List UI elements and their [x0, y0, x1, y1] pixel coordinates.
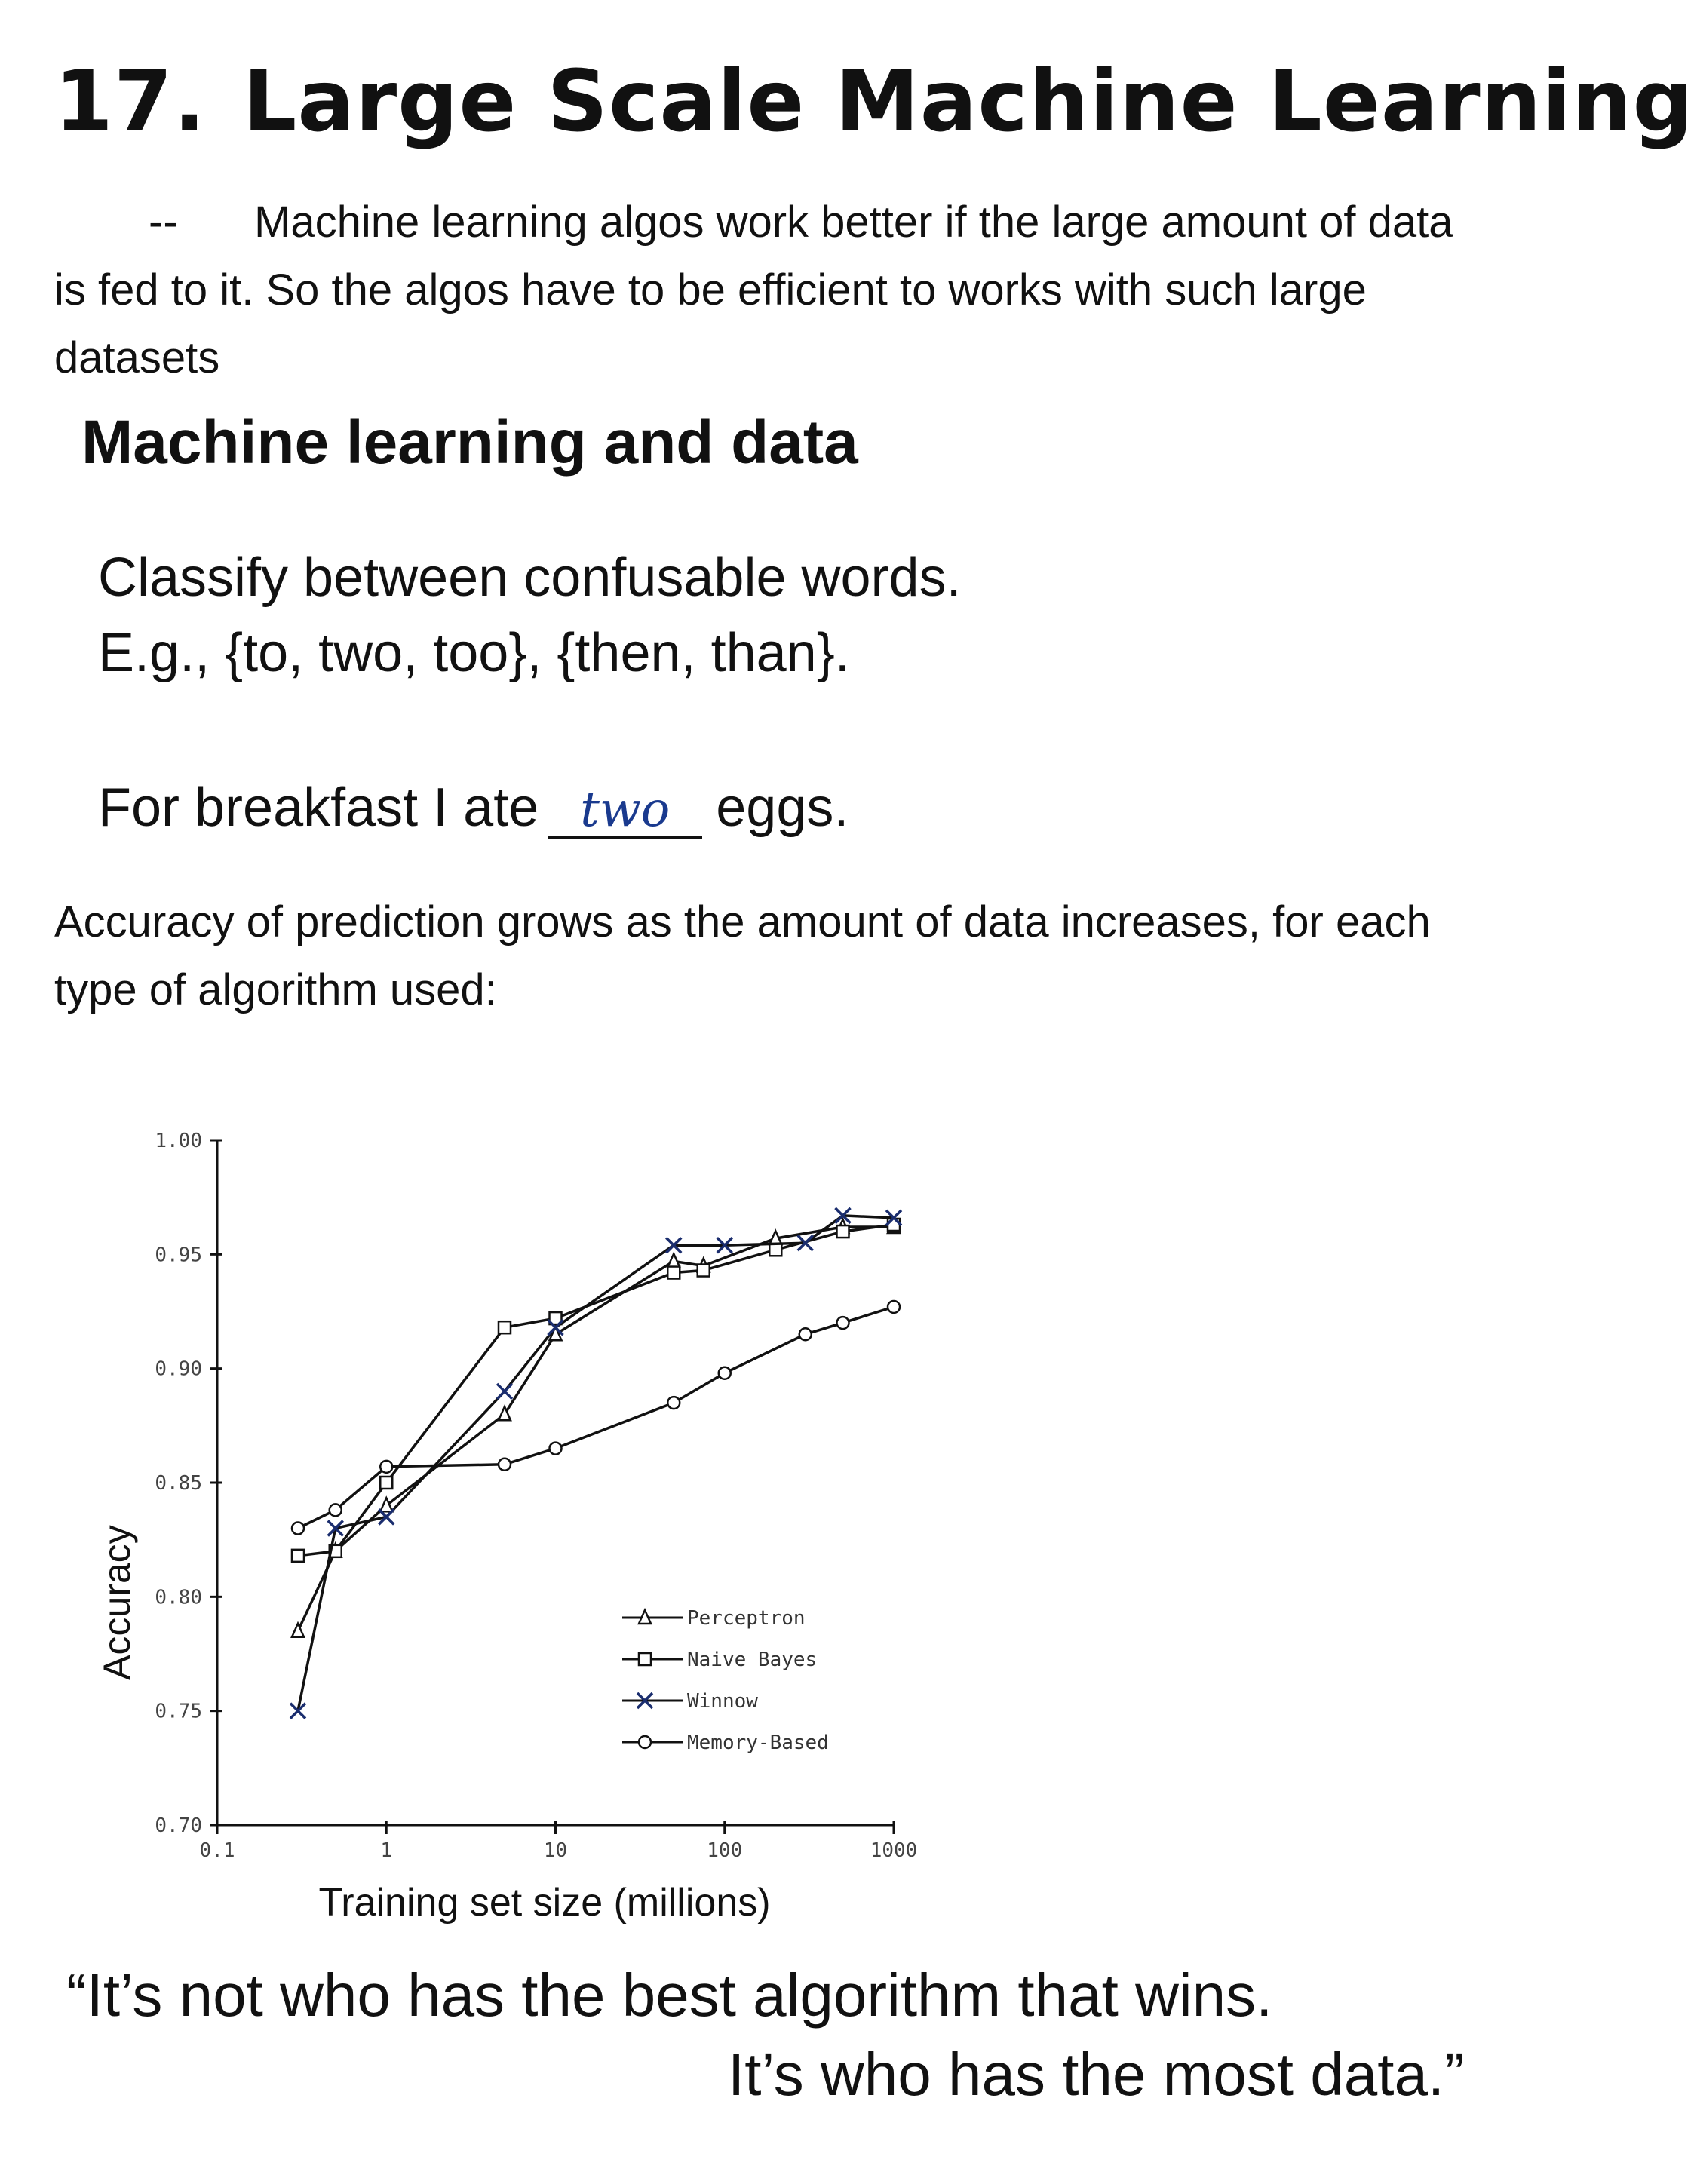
- perceptron-line: [298, 1227, 894, 1631]
- handwritten-answer: two: [548, 784, 702, 839]
- page-title: [54, 53, 1694, 151]
- perceptron-point: [380, 1498, 392, 1511]
- naive-bayes-point: [698, 1265, 710, 1277]
- legend-label-perceptron: Perceptron: [687, 1607, 806, 1630]
- memory-based-point: [292, 1523, 304, 1535]
- x-axis-label: Training set size (millions): [318, 1881, 771, 1925]
- naive-bayes-point: [380, 1477, 392, 1489]
- intro-text: Machine learning algos work better if the large amount of data is fed to it. So the algos have to be efficient to works with such large datasets: [54, 198, 1453, 382]
- quote-line-1: “It’s not who has the best algorithm that wins.: [66, 1962, 1273, 2029]
- chart-legend: [622, 1607, 829, 1754]
- accuracy-chart: [0, 1094, 980, 1938]
- naive-bayes-point: [836, 1225, 849, 1238]
- winnow-point: [497, 1384, 512, 1399]
- slide-heading: Machine learning and data: [81, 408, 858, 477]
- naive-bayes-point: [667, 1267, 680, 1279]
- accuracy-paragraph: Accuracy of prediction grows as the amount of data increases, for each type of algorithm used:: [54, 897, 1431, 1014]
- sentence-after: eggs.: [716, 778, 849, 838]
- y-tick-label: 0.80: [155, 1586, 202, 1609]
- sentence-before: For breakfast I ate: [98, 778, 539, 838]
- memory-based-point: [499, 1459, 511, 1471]
- y-axis-label: Accuracy: [96, 1525, 138, 1680]
- memory-based-point: [836, 1317, 849, 1329]
- memory-based-point: [550, 1443, 562, 1455]
- classify-line: Classify between confusable words.: [98, 548, 962, 608]
- x-tick-label: 0.1: [199, 1839, 235, 1862]
- perceptron-point: [667, 1253, 680, 1267]
- memory-based-point: [380, 1461, 392, 1473]
- quote-line-2: It’s who has the most data.”: [728, 2041, 1465, 2108]
- example-line: E.g., {to, two, too}, {then, than}.: [98, 623, 850, 683]
- legend-marker-memory-based: [639, 1736, 651, 1748]
- section-number: 17.: [54, 53, 207, 151]
- series-memory-based: [292, 1301, 900, 1535]
- x-tick-label: 10: [543, 1839, 568, 1862]
- chart-series: [290, 1208, 901, 1719]
- legend-label-naive-bayes: Naive Bayes: [687, 1649, 818, 1671]
- y-tick-label: 0.75: [155, 1700, 202, 1723]
- y-tick-label: 0.95: [155, 1244, 202, 1267]
- y-tick-label: 0.70: [155, 1814, 202, 1837]
- memory-based-point: [799, 1328, 812, 1340]
- legend-label-memory-based: Memory-Based: [687, 1732, 829, 1754]
- naive-bayes-point: [499, 1321, 511, 1333]
- memory-based-point: [330, 1504, 342, 1516]
- series-perceptron: [292, 1219, 900, 1637]
- section-title: Large Scale Machine Learning: [243, 53, 1694, 151]
- naive-bayes-point: [292, 1550, 304, 1562]
- x-tick-label: 100: [707, 1839, 743, 1862]
- y-tick-label: 0.85: [155, 1472, 202, 1495]
- x-tick-label: 1: [380, 1839, 393, 1862]
- naive-bayes-point: [769, 1244, 781, 1256]
- intro-dash: --: [149, 198, 178, 247]
- legend-label-winnow: Winnow: [687, 1690, 758, 1713]
- memory-based-point: [667, 1397, 680, 1409]
- y-tick-label: 0.90: [155, 1357, 202, 1381]
- x-tick-label: 1000: [870, 1839, 918, 1862]
- perceptron-point: [292, 1624, 304, 1637]
- memory-based-point: [888, 1301, 900, 1313]
- memory-based-point: [719, 1367, 731, 1379]
- legend-marker-naive-bayes: [639, 1653, 651, 1665]
- intro-paragraph: [54, 189, 1487, 392]
- y-tick-label: 1.00: [155, 1130, 202, 1152]
- example-sentence: [98, 777, 849, 839]
